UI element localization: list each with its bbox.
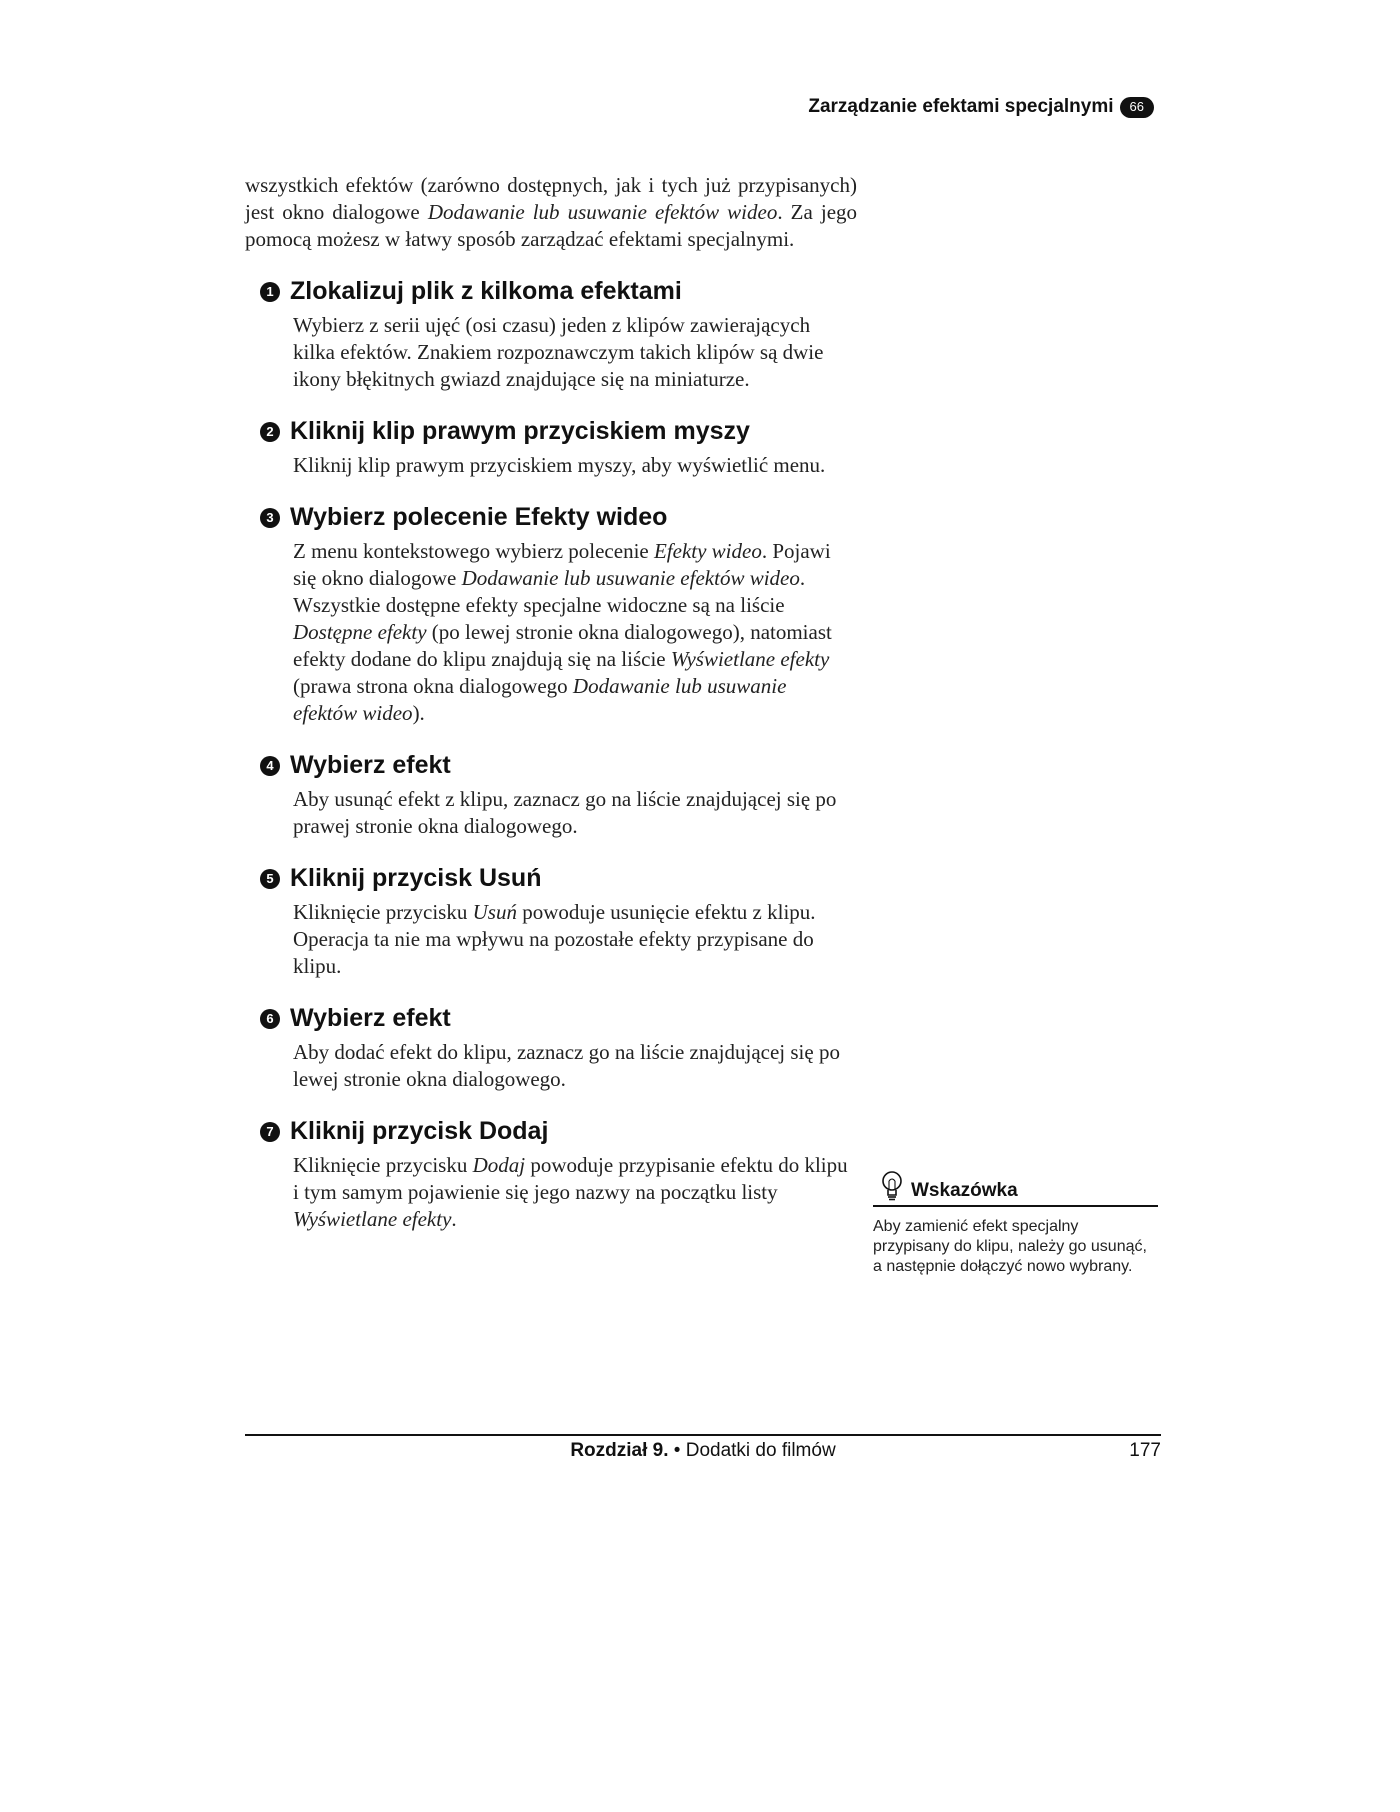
step-title: Kliknij przycisk Dodaj [290, 1117, 549, 1145]
step-text-italic: Wyświetlane efekty [293, 1207, 452, 1231]
step-text-run: Z menu kontekstowego wybierz polecenie [293, 539, 654, 563]
step-text-italic: Dodawanie lub usuwanie efektów wideo [293, 674, 787, 725]
step-text-italic: Usuń [472, 900, 517, 924]
step-4 [245, 751, 857, 840]
step-number-badge: 2 [260, 422, 280, 442]
running-header [808, 96, 1154, 118]
step-6 [245, 1004, 857, 1093]
tip-box [873, 1170, 1158, 1277]
main-content [245, 172, 857, 1233]
footer-bullet: • [673, 1440, 681, 1461]
step-text-run: . Wszystkie dostępne efekty specjalne widoczne są na liście [293, 566, 806, 617]
step-text-italic: Dostępne efekty [293, 620, 427, 644]
step-1 [245, 277, 857, 393]
tip-text: Aby zamienić efekt specjalny przypisany do klipu, należy go usunąć, a następnie dołączyć nowo wybrany. [873, 1218, 1147, 1275]
intro-text: wszystkich efektów (zarówno dostępnych, jak i tych już przypisanych) jest okno dialogowe [245, 173, 857, 224]
section-number-badge: 66 [1120, 97, 1154, 118]
step-heading [260, 417, 857, 446]
step-2 [245, 417, 857, 479]
step-number-badge: 3 [260, 508, 280, 528]
step-title: Zlokalizuj plik z kilkoma efektami [290, 277, 682, 305]
step-text [293, 899, 853, 980]
step-number-badge: 7 [260, 1122, 280, 1142]
step-heading [260, 864, 857, 893]
tip-title: Wskazówka [911, 1180, 1018, 1201]
intro-paragraph [245, 172, 857, 253]
step-text [293, 1152, 853, 1233]
intro-italic: Dodawanie lub usuwanie efektów wideo [427, 200, 778, 224]
step-text: Aby dodać efekt do klipu, zaznacz go na liście znajdującej się po lewej stronie okna dialogowego. [293, 1040, 840, 1091]
step-number-badge: 6 [260, 1009, 280, 1029]
intro-text: . Za jego pomocą możesz w łatwy sposób zarządzać efektami specjalnymi. [245, 200, 858, 251]
step-text-run: . Pojawi się okno dialogowe [293, 539, 831, 590]
step-text-run: . [451, 1207, 457, 1231]
step-title: Kliknij przycisk Usuń [290, 864, 542, 892]
lightbulb-icon [879, 1170, 905, 1202]
step-title: Wybierz efekt [290, 1004, 451, 1032]
step-text-run: powoduje usunięcie efektu z klipu. Operacja ta nie ma wpływu na pozostałe efekty przypisane do klipu. [293, 900, 816, 978]
step-5 [245, 864, 857, 980]
footer-divider [245, 1434, 1161, 1436]
step-number-badge: 4 [260, 756, 280, 776]
step-text-italic: Efekty wideo [653, 539, 762, 563]
step-heading [260, 751, 857, 780]
step-title: Wybierz efekt [290, 751, 451, 779]
step-text-run: (prawa strona okna dialogowego [293, 674, 573, 698]
step-heading [260, 277, 857, 306]
step-text-italic: Dodawanie lub usuwanie efektów wideo [461, 566, 800, 590]
step-text: Aby usunąć efekt z klipu, zaznacz go na liście znajdującej się po prawej stronie okna dialogowego. [293, 787, 837, 838]
step-title: Kliknij klip prawym przyciskiem myszy [290, 417, 750, 445]
step-text: Kliknij klip prawym przyciskiem myszy, aby wyświetlić menu. [293, 453, 826, 477]
footer-chapter [245, 1440, 1161, 1462]
step-text-run: Kliknięcie przycisku [293, 1153, 473, 1177]
step-number-badge: 5 [260, 869, 280, 889]
step-heading [260, 1004, 857, 1033]
step-text-italic: Wyświetlane efekty [670, 647, 830, 671]
chapter-label: Rozdział 9. [570, 1440, 669, 1461]
tip-heading [873, 1170, 1158, 1207]
step-heading [260, 1117, 857, 1146]
step-text-italic: Dodaj [472, 1153, 526, 1177]
section-title: Zarządzanie efektami specjalnymi [808, 96, 1114, 117]
step-text: Wybierz z serii ujęć (osi czasu) jeden z klipów zawierających kilka efektów. Znakiem rozpoznawczym takich klipów są dwie ikony błękitnych gwiazd znajdujące się na miniaturze. [293, 313, 824, 391]
step-text-run: (po lewej stronie okna dialogowego), natomiast efekty dodane do klipu znajdują się na liście [293, 620, 832, 671]
step-title: Wybierz polecenie Efekty wideo [290, 503, 668, 531]
step-3 [245, 503, 857, 727]
step-text-run: Kliknięcie przycisku [293, 900, 473, 924]
step-text [293, 538, 853, 727]
step-7 [245, 1117, 857, 1233]
step-text-run: powoduje przypisanie efektu do klipu i tym samym pojawienie się jego nazwy na początku listy [293, 1153, 848, 1204]
step-heading [260, 503, 857, 532]
chapter-title: Dodatki do filmów [685, 1440, 836, 1461]
page-number: 177 [1129, 1440, 1161, 1461]
step-number-badge: 1 [260, 282, 280, 302]
step-text-run: ). [412, 701, 425, 725]
